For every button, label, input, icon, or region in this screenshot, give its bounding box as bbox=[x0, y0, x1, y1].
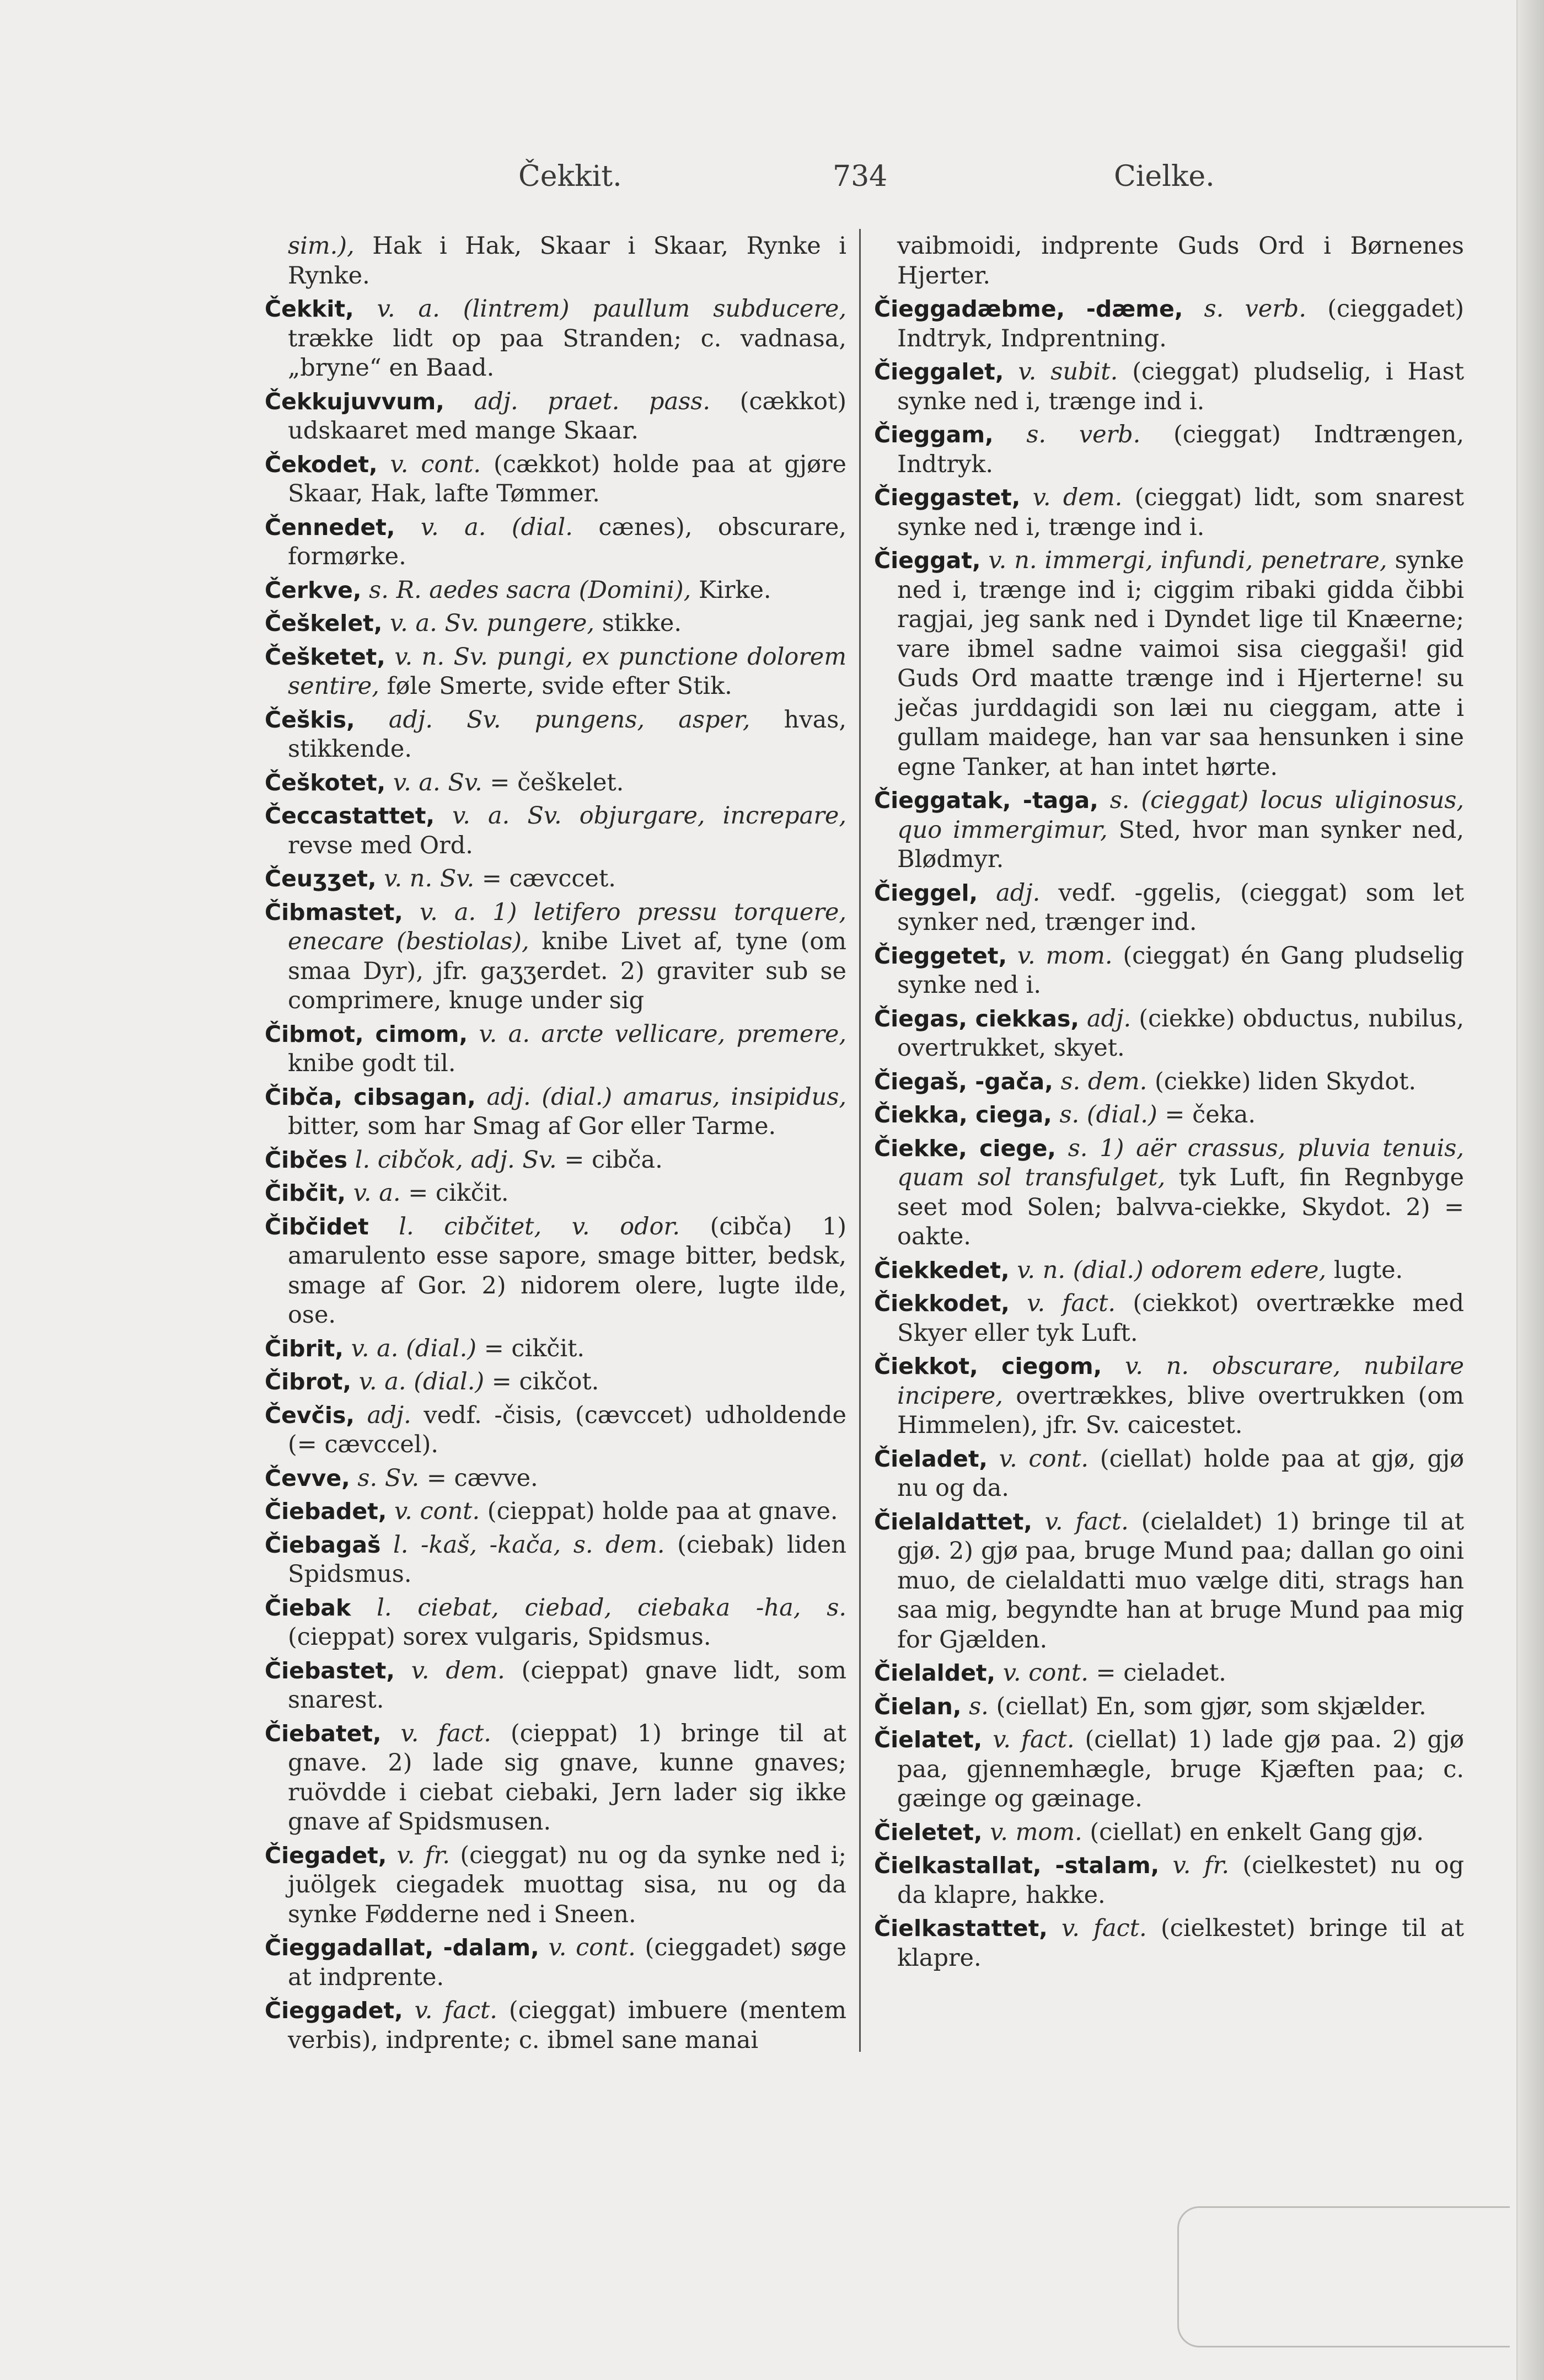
dictionary-entry bbox=[874, 483, 1464, 542]
part-of-speech: v. n. bbox=[394, 643, 444, 671]
gloss-text: (ciebak) liden Spidsmus. bbox=[288, 1531, 847, 1588]
gloss-italic: praet. pass. bbox=[548, 387, 711, 415]
part-of-speech: v. a. bbox=[377, 295, 440, 323]
dictionary-entry bbox=[265, 1719, 846, 1837]
part-of-speech: s. bbox=[969, 1692, 989, 1720]
dictionary-entry bbox=[874, 786, 1464, 875]
dictionary-entry bbox=[265, 1841, 846, 1930]
gloss-italic: cont. bbox=[420, 1497, 480, 1525]
dictionary-entry bbox=[265, 1334, 846, 1364]
gloss-text: hvas, stikkende. bbox=[288, 705, 847, 763]
dictionary-entry bbox=[265, 1146, 846, 1175]
dictionary-entry bbox=[874, 1445, 1464, 1504]
part-of-speech: s. bbox=[369, 576, 389, 604]
dictionary-entry bbox=[874, 942, 1464, 1001]
dictionary-entry bbox=[874, 1659, 1464, 1688]
gloss-text: (cielaldet) 1) bringe til at gjø. 2) gjø paa, bruge Mund paa; dallan go oini muo, de cielaldatti muo vælge diti, strags han saa mig, begyndte han at bruge Mund paa mig for Gjælden. bbox=[897, 1507, 1465, 1654]
gloss-text: stikke. bbox=[594, 609, 682, 637]
gloss-text: = cikčit. bbox=[476, 1334, 585, 1362]
part-of-speech: v. bbox=[400, 1719, 419, 1747]
dictionary-entry bbox=[265, 643, 846, 702]
dictionary-entry bbox=[874, 1851, 1464, 1910]
part-of-speech: v. bbox=[993, 1726, 1011, 1753]
headword: Čiebagaš bbox=[265, 1531, 381, 1558]
dictionary-entry bbox=[265, 1996, 846, 2055]
gloss-text: = cikčot. bbox=[484, 1368, 599, 1395]
gloss-italic: mom. bbox=[1015, 1818, 1082, 1846]
gloss-text: Kirke. bbox=[691, 576, 771, 604]
dictionary-entry bbox=[874, 1352, 1464, 1441]
headword: Čiebak bbox=[265, 1594, 351, 1621]
headword: Čielkastallat, -stalam, bbox=[874, 1852, 1160, 1879]
gloss-text: (ciellat) en enkelt Gang gjø. bbox=[1082, 1818, 1424, 1846]
gloss-text: (cielkestet) bringe til at klapre. bbox=[897, 1914, 1464, 1972]
gloss-italic: Sv. bbox=[384, 1464, 420, 1492]
headword: Čiegas, ciekkas, bbox=[874, 1005, 1079, 1032]
gloss-italic: fact. bbox=[438, 1719, 491, 1747]
dictionary-entry bbox=[874, 546, 1464, 782]
part-of-speech: v. n. bbox=[384, 865, 433, 892]
gloss-italic: fact. bbox=[1093, 1914, 1147, 1942]
right-column bbox=[874, 232, 1464, 1977]
gloss-italic: fact. bbox=[1021, 1726, 1075, 1753]
gloss-italic: mom. bbox=[1046, 942, 1113, 970]
gloss-text: knibe godt til. bbox=[288, 1050, 456, 1077]
gloss-italic: fr. bbox=[1204, 1852, 1230, 1879]
dictionary-entry bbox=[874, 1134, 1464, 1252]
gloss-italic: (dial.) bbox=[406, 1334, 477, 1362]
headword: Čiekkodet, bbox=[874, 1290, 1010, 1317]
part-of-speech: adj. bbox=[996, 879, 1041, 907]
part-of-speech: adj. bbox=[486, 1083, 531, 1111]
gloss-text: = češkelet. bbox=[482, 768, 624, 796]
gloss-italic: fact. bbox=[1062, 1290, 1116, 1317]
gloss-text: (cibča) 1) amarulento esse sapore, smage bitter, bedsk, smage af Gor. 2) nidorem olere, lugte ilde, ose. bbox=[288, 1212, 846, 1329]
headword: Češkotet, bbox=[265, 769, 386, 796]
gloss-text: (cieppat) sorex vulgaris, Spidsmus. bbox=[288, 1623, 711, 1651]
gloss-italic: adj. bbox=[1087, 1004, 1132, 1033]
headword: Čieggel, bbox=[874, 879, 978, 906]
headword: Čibčes bbox=[265, 1146, 348, 1173]
gloss-italic: immergi, infundi, penetrare, bbox=[1044, 547, 1387, 574]
dictionary-entry bbox=[265, 1179, 846, 1208]
headword: Čibčit, bbox=[265, 1180, 346, 1206]
dictionary-entry bbox=[874, 1100, 1464, 1130]
left-column bbox=[265, 232, 846, 2059]
page-edge bbox=[1516, 0, 1544, 2380]
gloss-text: (ciekke) liden Skydot. bbox=[1147, 1067, 1417, 1095]
gloss-text: = cævve. bbox=[419, 1464, 538, 1492]
dictionary-entry bbox=[265, 1464, 846, 1494]
headword: Čiekka, ciega, bbox=[874, 1101, 1052, 1128]
gloss-italic: Sv. bbox=[448, 768, 482, 796]
gloss-italic: (dial.) odorem edere, bbox=[1073, 1256, 1327, 1284]
dictionary-entry bbox=[874, 1507, 1464, 1655]
gloss-text: (ciellat) En, som gjør, som skjælder. bbox=[996, 1692, 1427, 1720]
page-number: 734 bbox=[833, 160, 888, 193]
part-of-speech: v. a. bbox=[358, 1368, 406, 1395]
column-divider bbox=[859, 229, 861, 2052]
gloss-italic: obscurare, nubilare incipere, bbox=[897, 1352, 1464, 1410]
gloss-italic: (dial. bbox=[511, 513, 573, 541]
headword: Čiebadet, bbox=[265, 1498, 387, 1525]
headword: Čibrot, bbox=[265, 1368, 352, 1395]
gloss-text: (cieggat) Indtrængen, Indtryk. bbox=[897, 421, 1465, 478]
gloss-text: cænes), obscurare, formørke. bbox=[288, 513, 847, 570]
headword: Čieggadallat, -dalam, bbox=[265, 1934, 539, 1961]
part-of-speech: v. bbox=[548, 1934, 567, 1961]
gloss-text: (cielkestet) nu og da klapre, hakke. bbox=[897, 1852, 1464, 1909]
gloss-text: (ciellat) 1) lade gjø paa. 2) gjø paa, gjennemhægle, bruge Kjæften paa; c. gæinge og gæinage. bbox=[897, 1726, 1464, 1812]
gloss-italic: (lintrem) paullum subducere, bbox=[463, 295, 846, 323]
part-of-speech: v. bbox=[999, 1445, 1017, 1473]
dictionary-entry bbox=[265, 1367, 846, 1397]
headword: Čielaldet, bbox=[874, 1660, 996, 1686]
gloss-text: trække lidt op paa Stranden; c. vadnasa, „bryne“ en Baad. bbox=[288, 324, 846, 382]
gloss-italic: 1) letifero pressu torquere, enecare (bestiolas), bbox=[288, 898, 846, 955]
dictionary-entry bbox=[265, 450, 846, 509]
gloss-text: (cieggadet) Indtryk, Indprentning. bbox=[897, 295, 1464, 352]
part-of-speech: v. a. bbox=[353, 1179, 401, 1207]
part-of-speech: adj. bbox=[474, 387, 518, 415]
headword: Čielan, bbox=[874, 1693, 962, 1720]
headword: Čielaldattet, bbox=[874, 1508, 1032, 1535]
headword: Čiekke, ciege, bbox=[874, 1135, 1056, 1162]
gloss-italic: verb. bbox=[1245, 295, 1307, 323]
gloss-text: (cækkot) holde paa at gjøre Skaar, Hak, lafte Tømmer. bbox=[288, 450, 847, 507]
headword: Čeccastattet, bbox=[265, 803, 435, 829]
headword: Čibčidet bbox=[265, 1213, 369, 1240]
dictionary-entry bbox=[265, 768, 846, 798]
gloss-text: = cieladet. bbox=[1088, 1659, 1226, 1687]
part-of-speech: v. bbox=[1062, 1914, 1080, 1942]
part-of-speech: v. bbox=[990, 1818, 1008, 1846]
part-of-speech: v. a. bbox=[393, 768, 441, 796]
gloss-text: Sted, hvor man synker ned, Blødmyr. bbox=[897, 816, 1464, 873]
headword: Čekkujuvvum, bbox=[265, 388, 444, 415]
gloss-text: vedf. -čisis, (cævccet) udholdende (= cævccel). bbox=[288, 1401, 846, 1458]
gloss-italic: Sv. bbox=[439, 865, 475, 892]
headword: Čiegaš, -gača, bbox=[874, 1068, 1053, 1095]
gloss-italic: (dial.) bbox=[414, 1368, 485, 1395]
dictionary-entry bbox=[874, 357, 1464, 416]
gloss-italic: arcte vellicare, premere, bbox=[541, 1020, 846, 1048]
gloss-text: (cieppat) holde paa at gnave. bbox=[480, 1497, 838, 1525]
dictionary-entry bbox=[265, 1531, 846, 1590]
part-of-speech: s. bbox=[1026, 421, 1047, 448]
part-of-speech: l. -kaš, -kača, bbox=[393, 1531, 561, 1559]
headword: Češketet, bbox=[265, 643, 385, 670]
gloss-text: vedf. -ggelis, (cieggat) som let synker ned, trænger ind. bbox=[897, 879, 1465, 936]
dictionary-entry bbox=[265, 295, 846, 383]
dictionary-entry bbox=[265, 1083, 846, 1142]
gloss-italic: cont. bbox=[1028, 1445, 1089, 1473]
part-of-speech: v. n. bbox=[1125, 1352, 1189, 1380]
part-of-speech: v. a. bbox=[420, 513, 486, 541]
gloss-italic: Sv. pungere, bbox=[444, 609, 595, 637]
part-of-speech: s. bbox=[1059, 1101, 1080, 1129]
gloss-italic: cont. bbox=[421, 450, 481, 478]
running-head-right: Cielke. bbox=[1114, 160, 1215, 193]
gloss-text: Hak i Hak, Skaar i Skaar, Rynke i Rynke. bbox=[288, 232, 846, 290]
gloss-text: synke ned i, trænge ind i; ciggim ribaki gidda čibbi ragjai, jeg sank ned i Dyndet lige til Knæerne; vare ibmel sadne vaimoi sisa cieggaši! gid Guds Ord maatte trænge ind i Hjerterne! su ječas jurddagidi son læi nu cieggam, atte i gullam maidege, han var saa hensunken i sine egne Tanker, at han intet hørte. bbox=[897, 547, 1465, 781]
dictionary-entry bbox=[265, 609, 846, 639]
headword: Čieladet, bbox=[874, 1445, 988, 1472]
headword: Čekkit, bbox=[265, 296, 354, 322]
headword: Čibrit, bbox=[265, 1335, 344, 1362]
part-of-speech: v. a. bbox=[351, 1334, 399, 1362]
dictionary-entry bbox=[265, 1593, 846, 1652]
headword: Čielatet, bbox=[874, 1726, 983, 1753]
dictionary-entry bbox=[265, 705, 846, 764]
gloss-text: (ciekkot) overtrække med Skyer eller tyk Luft. bbox=[897, 1290, 1464, 1347]
headword: Čibmot, cimom, bbox=[265, 1020, 468, 1047]
gloss-italic: (dial.) bbox=[1086, 1101, 1157, 1129]
headword: Čeuʒʒet, bbox=[265, 865, 377, 892]
headword: Čieggetet, bbox=[874, 942, 1007, 969]
gloss-italic: fact. bbox=[444, 1997, 497, 2024]
gloss-italic: Sv. pungens, asper, bbox=[467, 705, 750, 734]
part-of-speech: v. bbox=[1044, 1507, 1063, 1536]
dictionary-entry bbox=[265, 898, 846, 1016]
gloss-italic: (cieggat) locus uliginosus, quo immergimur, bbox=[897, 787, 1465, 844]
headword: Čieggatak, -taga, bbox=[874, 787, 1098, 814]
gloss-text: (cieggat) nu og da synke ned i; juölgek ciegadek muottag sisa, nu og da synke Fødderne ned i Sneen. bbox=[288, 1841, 846, 1928]
dictionary-entry bbox=[874, 1692, 1464, 1722]
dictionary-entry bbox=[265, 864, 846, 894]
gloss-italic: (dial.) amarus, insipidus, bbox=[542, 1083, 846, 1111]
gloss-text: (ciekke) obductus, nubilus, overtrukket, skyet. bbox=[897, 1004, 1465, 1062]
dictionary-entry bbox=[874, 420, 1464, 479]
headword: Češkelet, bbox=[265, 610, 383, 637]
gloss-text: (cieppat) gnave lidt, som snarest. bbox=[288, 1656, 847, 1714]
dictionary-entry bbox=[874, 1914, 1464, 1973]
part-of-speech: l. ciebat, ciebad, ciebaka -ha, bbox=[377, 1593, 801, 1622]
part-of-speech: v. bbox=[390, 450, 409, 478]
headword: Čiekkot, ciegom, bbox=[874, 1353, 1102, 1379]
gloss-text: tyk Luft, fin Regnbyge seet mod Solen; balvva-ciekke, Skydot. 2) = oakte. bbox=[897, 1164, 1464, 1250]
dictionary-entry bbox=[874, 879, 1464, 938]
gloss-text: lugte. bbox=[1326, 1256, 1403, 1284]
part-of-speech: s. bbox=[1109, 787, 1130, 814]
part-of-speech: v. a. bbox=[389, 609, 437, 637]
headword: Čiegadet, bbox=[265, 1842, 387, 1869]
gloss-text: bitter, som har Smag af Gor eller Tarme. bbox=[288, 1113, 776, 1140]
headword: Čieggadet, bbox=[265, 1997, 403, 2024]
gloss-italic: cont. bbox=[1028, 1659, 1089, 1687]
gloss-text: (cieggat) imbuere (mentem verbis), indprente; c. ibmel sane manai bbox=[288, 1997, 846, 2054]
part-of-speech: v. bbox=[1017, 942, 1036, 970]
gloss-text: (cieggadet) søge at indprente. bbox=[288, 1934, 847, 1991]
gloss-italic: Sv. objurgare, increpare, bbox=[527, 802, 846, 830]
dictionary-entry bbox=[874, 232, 1464, 291]
part-of-speech: v. bbox=[394, 1497, 412, 1525]
dictionary-entry bbox=[265, 1401, 846, 1460]
gloss-text: (cieppat) 1) bringe til at gnave. 2) lade sig gnave, kunne gnaves; ruövdde i ciebat ciebaki, Jern lader sig ikke gnave af Spidsmusen. bbox=[288, 1719, 846, 1836]
gloss-text: (ciellat) holde paa at gjø, gjø nu og da. bbox=[897, 1445, 1465, 1502]
running-head-left: Čekkit. bbox=[518, 160, 622, 193]
gloss-text: (cieggat) én Gang pludselig synke ned i. bbox=[897, 942, 1464, 999]
headword: Čerkve, bbox=[265, 576, 362, 603]
dictionary-entry bbox=[265, 801, 846, 860]
headword: Čevčis, bbox=[265, 1402, 355, 1429]
dictionary-entry bbox=[265, 1656, 846, 1715]
edge-tab bbox=[1177, 2206, 1510, 2347]
part-of-speech: v. a. bbox=[419, 898, 476, 926]
gloss-text: = čeka. bbox=[1157, 1101, 1256, 1129]
gloss-italic: dem. bbox=[1063, 484, 1123, 511]
gloss-text: knibe Livet af, tyne (om smaa Dyr), jfr. gaʒʒerdet. 2) graviter sub se comprimere, knuge under sig bbox=[288, 928, 846, 1014]
dictionary-entry bbox=[874, 1289, 1464, 1348]
gloss-text: overtrækkes, blive overtrukken (om Himmelen), jfr. Sv. caicestet. bbox=[897, 1382, 1464, 1439]
dictionary-entry bbox=[874, 295, 1464, 354]
headword: Čieggadæbme, -dæme, bbox=[874, 296, 1183, 322]
gloss-italic: fr. bbox=[425, 1841, 451, 1869]
part-of-speech: v. bbox=[1027, 1290, 1046, 1317]
part-of-speech: l. cibčitet, bbox=[399, 1212, 542, 1240]
gloss-italic: Sv. pungi, ex punctione dolorem sentire, bbox=[288, 643, 846, 700]
gloss-text: = cikčit. bbox=[408, 1179, 509, 1207]
headword: Čennedet, bbox=[265, 514, 395, 541]
gloss-text: (cieggat) pludselig, i Hast synke ned i, trænge ind i. bbox=[897, 358, 1465, 415]
dictionary-entry bbox=[265, 232, 846, 291]
gloss-text: vaibmoidi, indprente Guds Ord i Børnenes Hjerter. bbox=[897, 232, 1464, 290]
headword: Čieggam, bbox=[874, 421, 994, 448]
headword: Čibča, cibsagan, bbox=[265, 1083, 476, 1110]
part-of-speech: adj. bbox=[367, 1401, 411, 1429]
dictionary-entry bbox=[265, 1933, 846, 1992]
part-of-speech: l. cibčok, bbox=[355, 1146, 463, 1174]
dictionary-entry bbox=[265, 513, 846, 572]
gloss-text: (cieggat) lidt, som snarest synke ned i, trænge ind i. bbox=[897, 484, 1464, 541]
dictionary-entry bbox=[265, 576, 846, 606]
headword: Čieletet, bbox=[874, 1819, 983, 1846]
part-of-speech: v. a. bbox=[452, 802, 510, 830]
gloss-italic: dem. bbox=[1087, 1067, 1148, 1095]
gloss-italic: adj. Sv. bbox=[470, 1146, 557, 1174]
dictionary-entry bbox=[874, 1818, 1464, 1848]
part-of-speech: s. bbox=[1204, 295, 1224, 323]
part-of-speech: v. bbox=[411, 1656, 430, 1684]
dictionary-entry bbox=[265, 1497, 846, 1527]
gloss-text: = cibča. bbox=[556, 1146, 663, 1174]
dictionary-entry bbox=[874, 1067, 1464, 1097]
dictionary-entry bbox=[874, 1256, 1464, 1286]
part-of-speech: s. bbox=[1068, 1134, 1088, 1162]
part-of-speech: v. a. bbox=[479, 1020, 530, 1048]
part-of-speech: v. bbox=[1172, 1852, 1191, 1879]
part-of-speech: v. bbox=[1032, 484, 1051, 511]
headword: Čielkastattet, bbox=[874, 1915, 1048, 1942]
headword: Čieggalet, bbox=[874, 359, 1004, 385]
part-of-speech: s. bbox=[1060, 1067, 1081, 1095]
headword: Čevve, bbox=[265, 1464, 350, 1491]
gloss-italic: R. aedes sacra (Domini), bbox=[396, 576, 691, 604]
gloss-italic: subit. bbox=[1050, 358, 1118, 386]
dictionary-entry bbox=[874, 1725, 1464, 1814]
part-of-speech: v. bbox=[1018, 358, 1037, 386]
gloss-italic: dem. bbox=[446, 1656, 505, 1684]
part-of-speech: v. bbox=[1002, 1659, 1021, 1687]
dictionary-entry bbox=[265, 387, 846, 446]
part-of-speech: v. n. bbox=[988, 547, 1037, 574]
part-of-speech: s. bbox=[357, 1464, 378, 1492]
headword: Čiebastet, bbox=[265, 1657, 395, 1684]
gloss-text: revse med Ord. bbox=[288, 831, 473, 859]
gloss-italic: cont. bbox=[576, 1934, 636, 1961]
headword: Čekodet, bbox=[265, 451, 378, 478]
headword: Čiebatet, bbox=[265, 1720, 382, 1747]
dictionary-entry bbox=[265, 1212, 846, 1330]
part-of-speech: v. bbox=[414, 1997, 433, 2024]
gloss-text: (cækkot) udskaaret med mange Skaar. bbox=[288, 387, 847, 445]
headword: Čieggastet, bbox=[874, 484, 1021, 511]
part-of-speech: v. n. bbox=[1017, 1256, 1066, 1284]
headword: Čibmastet, bbox=[265, 898, 403, 926]
gloss-text: føle Smerte, svide efter Stik. bbox=[379, 672, 732, 700]
headword: Čieggat, bbox=[874, 547, 981, 574]
gloss-text: = cævccet. bbox=[474, 865, 616, 892]
gloss-italic: verb. bbox=[1079, 421, 1141, 448]
gloss-italic: s. dem. bbox=[573, 1531, 665, 1559]
dictionary-entry bbox=[874, 1004, 1464, 1063]
gloss-italic: s. bbox=[827, 1593, 847, 1622]
gloss-italic: v. odor. bbox=[571, 1212, 680, 1240]
headword: Češkis, bbox=[265, 706, 355, 733]
gloss-italic: 1) aër crassus, pluvia tenuis, quam sol transfulget, bbox=[897, 1134, 1464, 1191]
dictionary-entry bbox=[265, 1020, 846, 1079]
gloss-italic: fact. bbox=[1075, 1507, 1129, 1536]
gloss-italic: sim.), bbox=[288, 232, 355, 260]
part-of-speech: v. bbox=[396, 1841, 415, 1869]
headword: Čiekkedet, bbox=[874, 1256, 1010, 1283]
part-of-speech: adj. bbox=[388, 705, 433, 734]
